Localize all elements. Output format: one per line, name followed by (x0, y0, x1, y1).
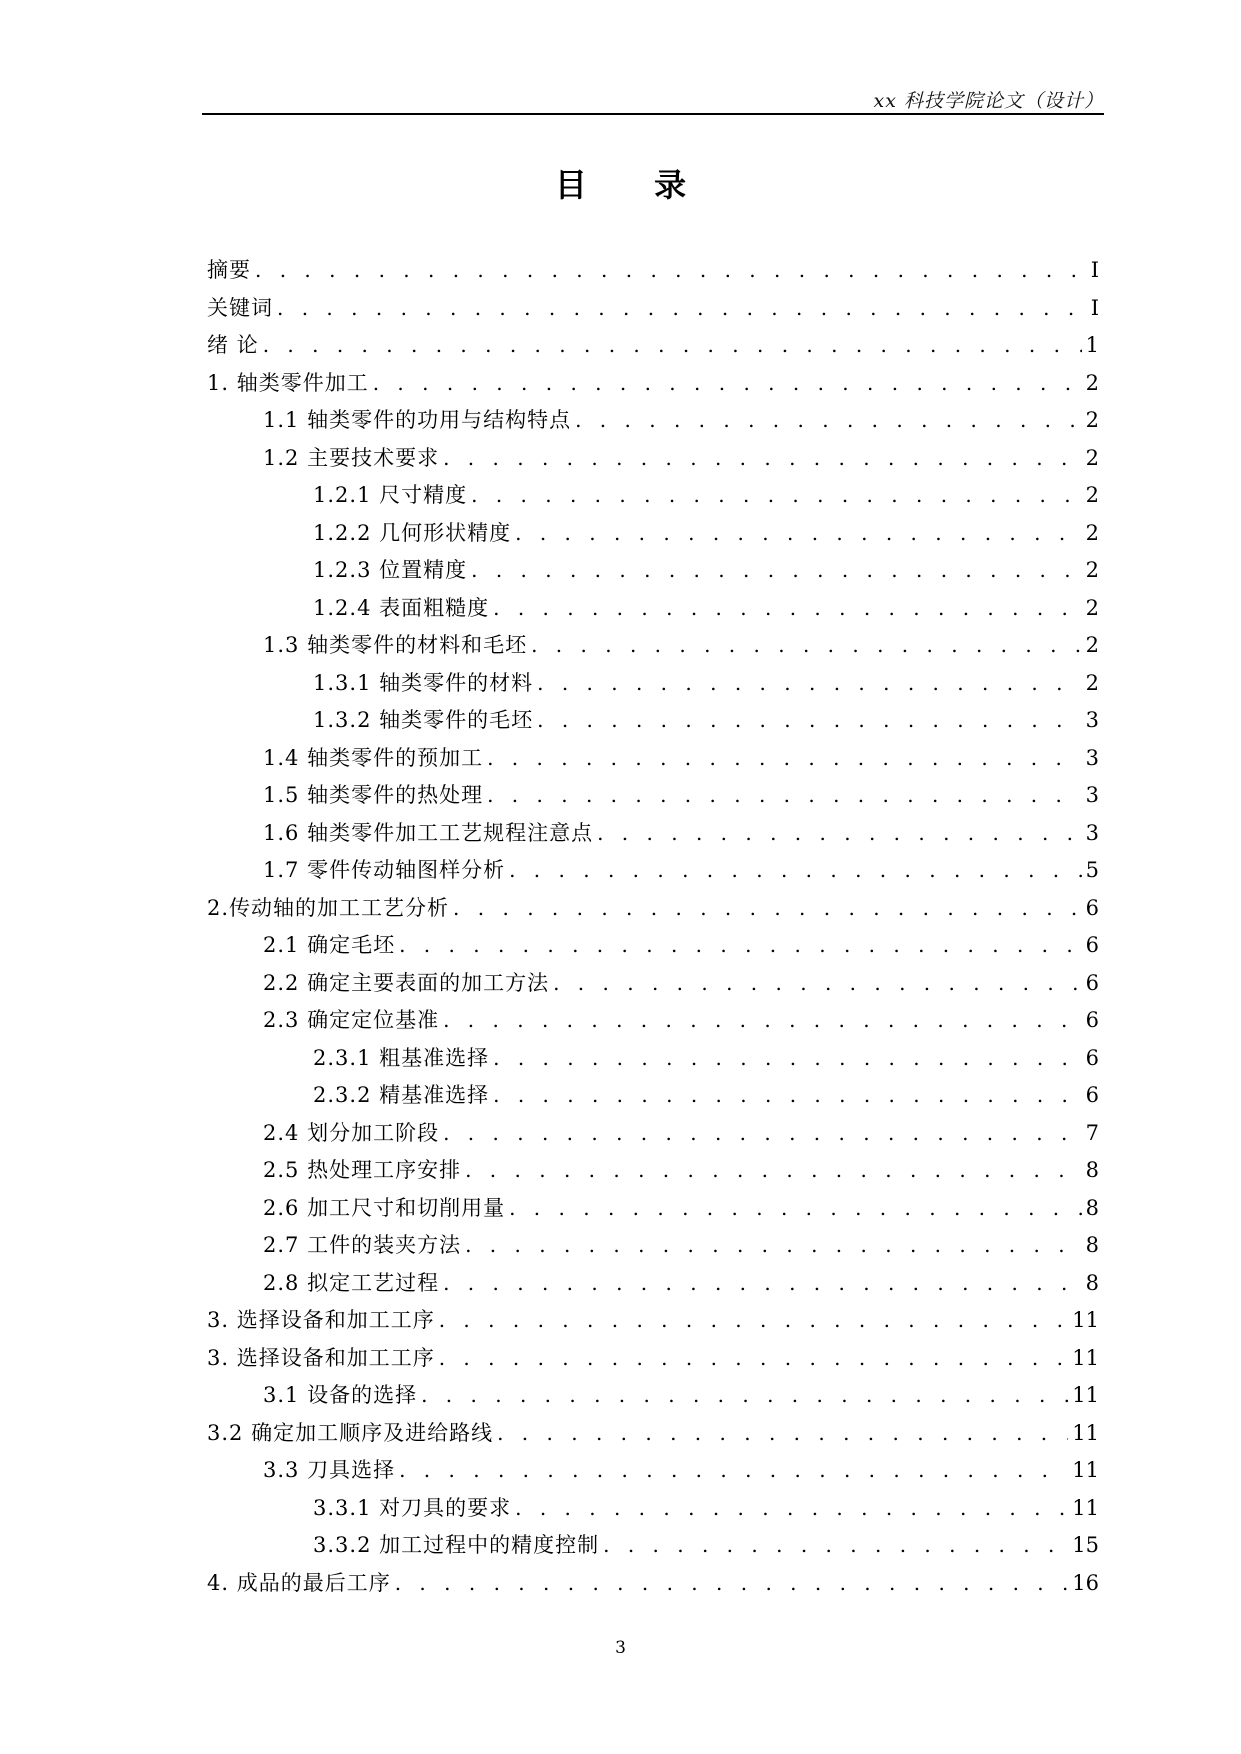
toc-entry-page: 2 (1085, 558, 1099, 582)
toc-entry-label: 2.2 确定主要表面的加工方法 (263, 970, 550, 995)
toc-entry-page: 6 (1085, 1008, 1099, 1032)
toc-entry[interactable] (207, 1077, 1099, 1115)
toc-entry[interactable] (207, 1490, 1099, 1528)
toc-leader-dots (471, 552, 1082, 590)
toc-entry-label: 2.传动轴的加工工艺分析 (207, 895, 450, 920)
toc-leader-dots (597, 815, 1082, 853)
toc-entry-page: 5 (1085, 858, 1099, 882)
toc-entry-page: 2 (1085, 408, 1099, 432)
toc-entry-label: 2.3.2 精基准选择 (313, 1083, 490, 1107)
toc-leader-dots (443, 440, 1082, 478)
toc-entry-label: 1.4 轴类零件的预加工 (263, 745, 484, 770)
toc-entry-label: 4. 成品的最后工序 (207, 1570, 391, 1595)
toc-entry-label: 2.3 确定定位基准 (263, 1008, 440, 1032)
toc-entry[interactable] (207, 1002, 1099, 1040)
toc-entry[interactable] (207, 740, 1099, 778)
page-title: 目 录 (554, 166, 715, 204)
toc-entry[interactable] (207, 1527, 1099, 1565)
toc-entry-label: 1.6 轴类零件加工工艺规程注意点 (263, 820, 594, 845)
toc-entry-label: 2.5 热处理工序安排 (263, 1158, 462, 1182)
toc-leader-dots (277, 290, 1087, 328)
toc-leader-dots (487, 777, 1082, 815)
toc-entry[interactable] (207, 402, 1099, 440)
toc-entry[interactable] (207, 1565, 1099, 1603)
toc-entry-page: 2 (1085, 445, 1099, 470)
toc-leader-dots (465, 1152, 1082, 1190)
toc-entry-label: 1.3.2 轴类零件的毛坯 (313, 708, 534, 732)
toc-entry[interactable] (207, 927, 1099, 965)
toc-entry[interactable] (207, 1227, 1099, 1265)
toc-entry[interactable] (207, 702, 1099, 740)
toc-entry[interactable] (207, 290, 1099, 328)
toc-leader-dots (509, 1190, 1082, 1228)
header-divider (202, 113, 1104, 115)
toc-entry-page: 6 (1085, 933, 1099, 957)
toc-entry-page: 2 (1085, 670, 1099, 695)
toc-entry-page: 2 (1085, 633, 1099, 657)
running-header: xx 科技学院论文（设计） (873, 90, 1104, 112)
toc-entry-page: 8 (1085, 1270, 1099, 1295)
toc-entry-label: 3. 选择设备和加工工序 (207, 1308, 435, 1332)
toc-entry-label: 3.1 设备的选择 (263, 1383, 418, 1407)
toc-entry-label: 2.3.1 粗基准选择 (313, 1045, 490, 1070)
toc-entry-page: 11 (1072, 1383, 1099, 1407)
toc-entry-page: 8 (1085, 1158, 1099, 1182)
toc-leader-dots (395, 1565, 1069, 1603)
toc-entry-page: 3 (1085, 820, 1099, 845)
toc-entry-page: 8 (1085, 1233, 1099, 1257)
toc-entry-label: 1.2.2 几何形状精度 (313, 520, 512, 545)
toc-entry[interactable] (207, 815, 1099, 853)
toc-entry-label: 2.1 确定毛坯 (263, 933, 396, 957)
toc-entry-page: 15 (1072, 1533, 1099, 1557)
toc-entry-label: 2.6 加工尺寸和切削用量 (263, 1195, 506, 1220)
toc-leader-dots (443, 1265, 1082, 1303)
toc-leader-dots (493, 1077, 1082, 1115)
toc-entry-label: 1.3.1 轴类零件的材料 (313, 670, 534, 695)
toc-leader-dots (553, 965, 1082, 1003)
toc-entry-page: 11 (1072, 1495, 1099, 1520)
toc-entry-page: I (1090, 295, 1099, 320)
toc-entry[interactable] (207, 477, 1099, 515)
toc-entry-page: 6 (1085, 1045, 1099, 1070)
toc-leader-dots (515, 515, 1082, 553)
toc-entry[interactable] (207, 365, 1099, 403)
toc-leader-dots (263, 327, 1082, 365)
toc-leader-dots (453, 890, 1082, 928)
table-of-contents (207, 252, 1099, 1602)
toc-leader-dots (443, 1002, 1082, 1040)
toc-entry[interactable] (207, 590, 1099, 628)
toc-leader-dots (509, 852, 1082, 890)
page-number: 3 (615, 1638, 626, 1658)
toc-leader-dots (399, 1452, 1068, 1490)
toc-entry-page: 11 (1072, 1420, 1099, 1445)
toc-leader-dots (399, 927, 1082, 965)
toc-entry-page: 11 (1072, 1308, 1099, 1332)
toc-entry[interactable] (207, 777, 1099, 815)
toc-entry-label: 3.3.2 加工过程中的精度控制 (313, 1533, 600, 1557)
toc-entry[interactable] (207, 440, 1099, 478)
toc-entry[interactable] (207, 852, 1099, 890)
toc-leader-dots (255, 252, 1087, 290)
toc-entry-page: 1 (1085, 333, 1099, 357)
toc-entry[interactable] (207, 327, 1099, 365)
toc-entry[interactable] (207, 1302, 1099, 1340)
toc-entry-label: 1. 轴类零件加工 (207, 370, 369, 395)
toc-entry-page: 16 (1072, 1570, 1099, 1595)
toc-leader-dots (537, 702, 1082, 740)
toc-entry-label: 2.4 划分加工阶段 (263, 1120, 440, 1145)
toc-entry-label: 1.5 轴类零件的热处理 (263, 783, 484, 807)
toc-entry[interactable] (207, 1415, 1099, 1453)
toc-entry[interactable] (207, 1340, 1099, 1378)
toc-entry[interactable] (207, 1190, 1099, 1228)
toc-leader-dots (443, 1115, 1082, 1153)
toc-entry-page: 6 (1085, 895, 1099, 920)
toc-entry[interactable] (207, 890, 1099, 928)
toc-leader-dots (493, 590, 1082, 628)
toc-leader-dots (439, 1302, 1069, 1340)
toc-entry[interactable] (207, 552, 1099, 590)
toc-entry-page: 3 (1085, 745, 1099, 770)
toc-entry[interactable] (207, 1377, 1099, 1415)
toc-leader-dots (515, 1490, 1068, 1528)
toc-entry-label: 2.7 工件的装夹方法 (263, 1233, 462, 1257)
toc-entry-page: 6 (1085, 1083, 1099, 1107)
toc-entry[interactable] (207, 1452, 1099, 1490)
toc-entry-label: 1.1 轴类零件的功用与结构特点 (263, 408, 572, 432)
toc-entry-page: 2 (1085, 370, 1099, 395)
toc-entry-page: 11 (1072, 1345, 1099, 1370)
toc-entry[interactable] (207, 1115, 1099, 1153)
toc-leader-dots (493, 1040, 1082, 1078)
toc-leader-dots (537, 665, 1082, 703)
toc-entry-page: 2 (1085, 520, 1099, 545)
toc-leader-dots (465, 1227, 1082, 1265)
toc-entry-label: 1.2.3 位置精度 (313, 558, 468, 582)
toc-leader-dots (497, 1415, 1068, 1453)
toc-entry-label: 关键词 (207, 295, 273, 320)
toc-entry-page: 3 (1085, 708, 1099, 732)
toc-entry[interactable] (207, 1152, 1099, 1190)
toc-leader-dots (421, 1377, 1068, 1415)
toc-leader-dots (471, 477, 1082, 515)
toc-entry[interactable] (207, 515, 1099, 553)
toc-entry-label: 摘要 (207, 258, 251, 282)
toc-entry-label: 1.7 零件传动轴图样分析 (263, 858, 506, 882)
toc-leader-dots (439, 1340, 1069, 1378)
toc-entry-label: 绪 论 (207, 333, 259, 357)
toc-entry[interactable] (207, 1265, 1099, 1303)
toc-entry-label: 3.3 刀具选择 (263, 1458, 396, 1482)
toc-entry-page: 3 (1085, 783, 1099, 807)
toc-leader-dots (487, 740, 1082, 778)
toc-entry-label: 3.2 确定加工顺序及进给路线 (207, 1420, 494, 1445)
toc-entry-page: 2 (1085, 483, 1099, 507)
toc-entry-page: 2 (1085, 595, 1099, 620)
toc-entry-label: 1.2.4 表面粗糙度 (313, 595, 490, 620)
toc-entry[interactable] (207, 252, 1099, 290)
toc-entry-label: 3.3.1 对刀具的要求 (313, 1495, 512, 1520)
toc-entry-page: I (1090, 258, 1099, 282)
toc-entry[interactable] (207, 665, 1099, 703)
toc-entry-page: 6 (1085, 970, 1099, 995)
toc-entry-label: 1.2 主要技术要求 (263, 445, 440, 470)
toc-leader-dots (373, 365, 1082, 403)
toc-entry-page: 8 (1085, 1195, 1099, 1220)
toc-entry[interactable] (207, 627, 1099, 665)
toc-entry-label: 1.2.1 尺寸精度 (313, 483, 468, 507)
toc-entry-page: 11 (1072, 1458, 1099, 1482)
toc-entry[interactable] (207, 1040, 1099, 1078)
toc-entry-page: 7 (1085, 1120, 1099, 1145)
toc-leader-dots (531, 627, 1082, 665)
toc-entry-label: 3. 选择设备和加工工序 (207, 1345, 435, 1370)
toc-leader-dots (603, 1527, 1068, 1565)
toc-entry[interactable] (207, 965, 1099, 1003)
toc-leader-dots (575, 402, 1082, 440)
toc-entry-label: 1.3 轴类零件的材料和毛坯 (263, 633, 528, 657)
toc-entry-label: 2.8 拟定工艺过程 (263, 1270, 440, 1295)
